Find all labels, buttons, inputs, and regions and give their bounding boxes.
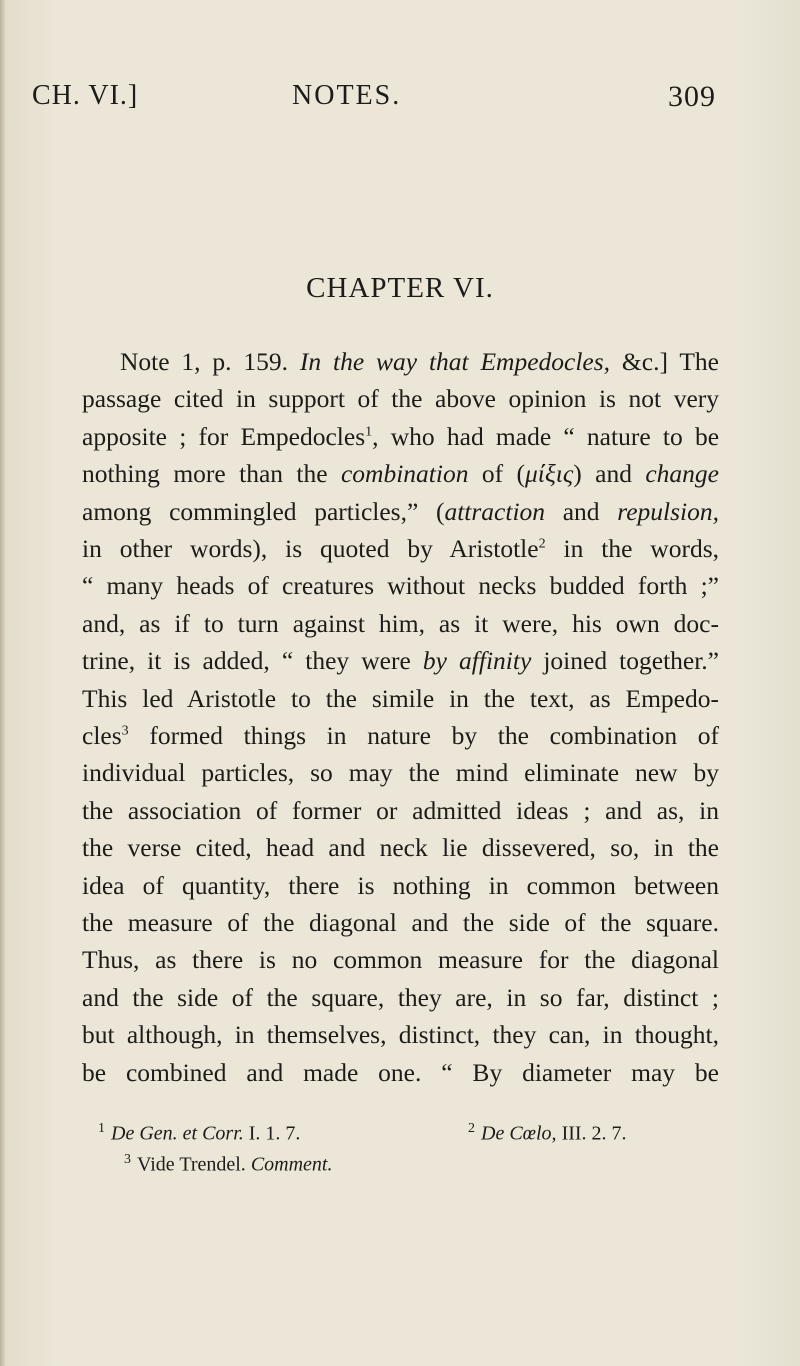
text-run: idea of quantity, there is nothing in common between — [82, 870, 719, 900]
body-line — [82, 1020, 719, 1050]
body-line — [82, 497, 719, 527]
footnote-number: 3 — [124, 1152, 131, 1167]
text-run: nothing more than the — [82, 459, 341, 489]
text-run: of ( — [468, 459, 525, 489]
body-line — [120, 347, 719, 377]
footnote-marker: 2 — [538, 536, 546, 552]
footnote-work-title: De Cœlo, — [481, 1122, 557, 1145]
body-line — [82, 609, 719, 639]
body-line — [82, 684, 719, 714]
text-run: cles — [82, 721, 122, 750]
text-run: “ many heads of creatures without necks budded forth ;” — [82, 571, 719, 601]
footnote-1 — [98, 1121, 300, 1146]
body-line — [82, 571, 719, 601]
text-run: passage cited in support of the above opinion is not very — [82, 384, 719, 414]
text-run: joined together.” — [531, 646, 719, 676]
body-line — [82, 459, 719, 489]
text-run: formed things in nature by the combination of — [128, 721, 719, 750]
text-run: the measure of the diagonal and the side of the square. — [82, 908, 719, 937]
text-run: in other words), is quoted by Aristotle — [82, 534, 539, 563]
body-line — [82, 646, 719, 676]
body-line — [82, 721, 719, 751]
body-line — [82, 534, 719, 564]
footnote-2 — [468, 1121, 627, 1146]
text-run: the verse cited, head and neck lie dissevered, so, in the — [82, 833, 719, 863]
text-run: and — [545, 496, 618, 526]
running-header — [0, 80, 800, 120]
text-run: the association of former or admitted ideas ; and as, in — [82, 795, 719, 825]
footnote-number: 1 — [98, 1121, 105, 1136]
italic-text: repulsion, — [617, 496, 719, 526]
text-run: but although, in themselves, distinct, they can, in thought, — [82, 1020, 719, 1050]
text-run: in the words, — [545, 534, 719, 563]
text-run: among commingled particles,” ( — [82, 496, 445, 526]
text-run: ) and — [573, 459, 646, 489]
footnote-text: Vide Trendel. — [137, 1153, 251, 1176]
italic-text: In the way that Empedocles, — [299, 347, 611, 376]
page-gutter-shadow — [0, 0, 6, 1366]
text-run: This led Aristotle to the simile in the text, as Empedo- — [82, 683, 719, 713]
body-line — [82, 1058, 719, 1088]
text-run: and the side of the square, they are, in so far, distinct ; — [82, 982, 719, 1012]
body-line — [82, 796, 719, 826]
body-line — [82, 983, 719, 1013]
chapter-reference: CH. VI.] — [32, 80, 139, 111]
footnote-citation: III. 2. 7. — [556, 1122, 627, 1145]
text-run: , who had made “ nature to be — [372, 421, 720, 451]
text-run: &c.] The — [610, 347, 719, 376]
italic-text: change — [645, 459, 719, 489]
text-run: and, as if to turn against him, as it were, his own doc- — [82, 608, 719, 638]
footnote-work-title: Comment. — [250, 1153, 333, 1176]
body-line — [82, 833, 719, 863]
body-line — [82, 758, 719, 788]
text-run: be combined and made one. “ By diameter may be — [82, 1057, 719, 1087]
footnote-citation: I. 1. 7. — [243, 1122, 301, 1145]
italic-text: combination — [340, 459, 469, 489]
italic-text: μίξις — [525, 459, 574, 489]
page-number: 309 — [668, 80, 716, 113]
text-run: individual particles, so may the mind eliminate new by — [82, 758, 719, 788]
text-run: Thus, as there is no common measure for the diagonal — [82, 945, 719, 975]
section-title: NOTES. — [292, 80, 402, 111]
footnote-number: 2 — [468, 1121, 475, 1136]
italic-text: attraction — [444, 496, 546, 526]
body-line — [82, 422, 719, 452]
body-line — [82, 384, 719, 414]
text-run: Note 1, p. 159. — [120, 347, 300, 376]
body-line — [82, 871, 719, 901]
footnote-work-title: De Gen. et Corr. — [111, 1122, 244, 1145]
footnote-marker: 1 — [365, 424, 373, 440]
body-line — [82, 908, 719, 938]
text-run: trine, it is added, “ they were — [82, 646, 423, 676]
chapter-heading: CHAPTER VI. — [306, 272, 494, 304]
italic-text: by affinity — [422, 646, 532, 676]
body-line — [82, 945, 719, 975]
footnote-3 — [124, 1152, 332, 1177]
text-run: apposite ; for Empedocles — [82, 421, 366, 451]
footnote-marker: 3 — [121, 723, 129, 739]
